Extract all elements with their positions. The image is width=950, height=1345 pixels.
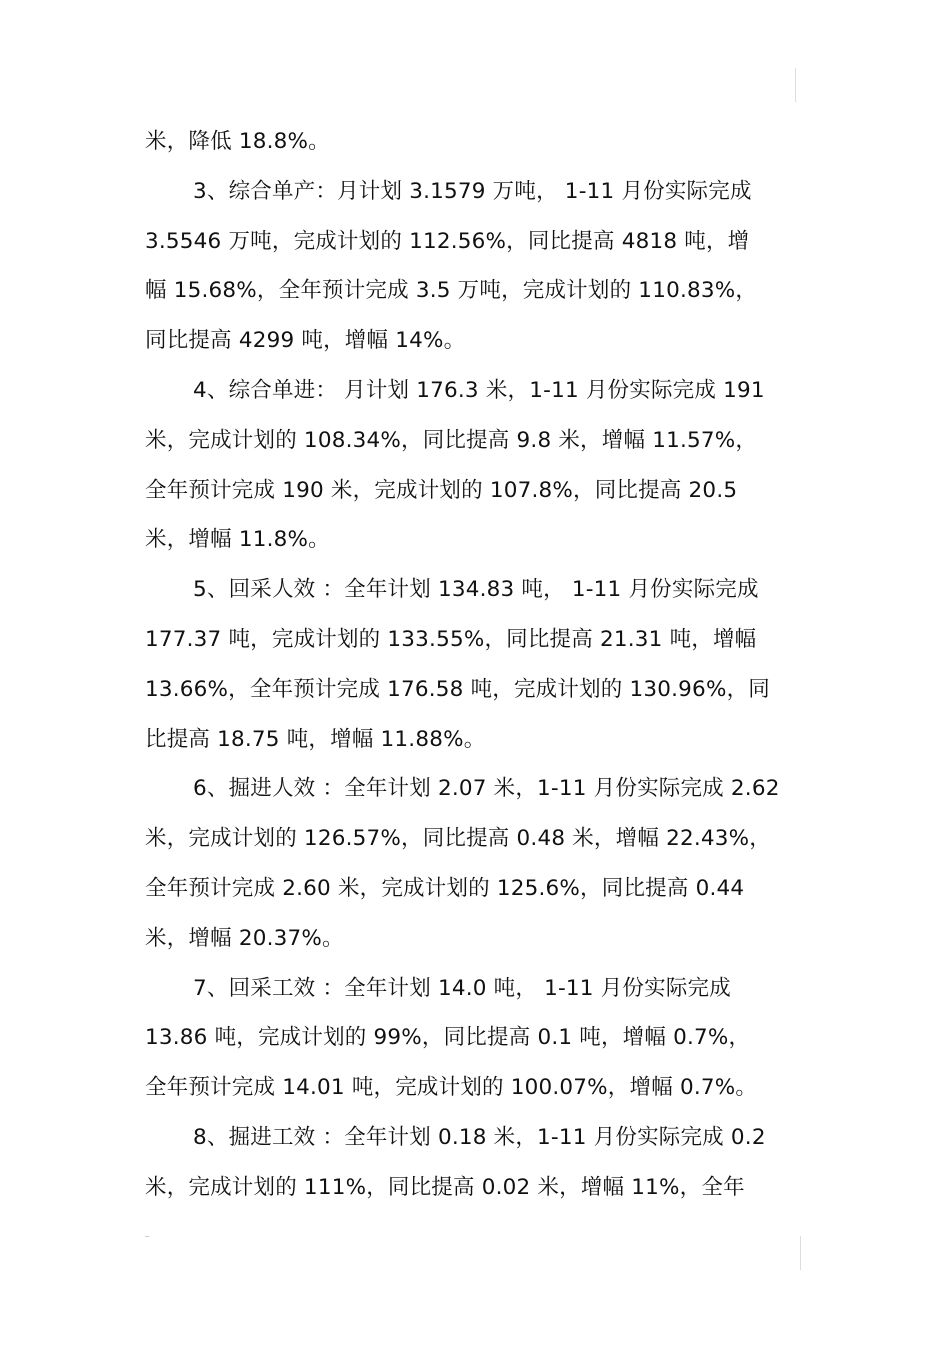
text-line: 米，增幅 20.37%。 bbox=[145, 925, 344, 951]
text-line: 177.37 吨，完成计划的 133.55%，同比提高 21.31 吨，增幅 bbox=[145, 626, 757, 652]
text-line: 13.66%，全年预计完成 176.58 吨，完成计划的 130.96%，同 bbox=[145, 676, 770, 702]
text-line: 米，完成计划的 126.57%，同比提高 0.48 米，增幅 22.43%， bbox=[145, 826, 771, 852]
text-line: 全年预计完成 190 米，完成计划的 107.8%，同比提高 20.5 bbox=[145, 477, 738, 503]
paragraph-start-line: 6、掘进人效 ：全年计划 2.07 米，1-11 月份实际完成 2.62 bbox=[193, 776, 780, 802]
page-margin-mark bbox=[145, 1236, 149, 1237]
text-line: 3.5546 万吨，完成计划的 112.56%，同比提高 4818 吨，增 bbox=[145, 228, 750, 254]
paragraph-start-line: 8、掘进工效 ：全年计划 0.18 米，1-11 月份实际完成 0.2 bbox=[193, 1124, 766, 1150]
document-body bbox=[145, 117, 805, 1213]
text-line: 米，完成计划的 111%，同比提高 0.02 米，增幅 11%，全年 bbox=[145, 1174, 745, 1200]
text-line: 13.86 吨，完成计划的 99%，同比提高 0.1 吨，增幅 0.7%， bbox=[145, 1025, 751, 1051]
paragraph-start-line: 7、回采工效 ：全年计划 14.0 吨， 1-11 月份实际完成 bbox=[193, 975, 731, 1001]
text-line: 全年预计完成 14.01 吨，完成计划的 100.07%，增幅 0.7%。 bbox=[145, 1075, 758, 1101]
paragraph-start-line: 3、综合单产：月计划 3.1579 万吨， 1-11 月份实际完成 bbox=[193, 178, 752, 204]
paragraph-start-line: 5、回采人效 ：全年计划 134.83 吨， 1-11 月份实际完成 bbox=[193, 577, 759, 603]
text-line: 幅 15.68%，全年预计完成 3.5 万吨，完成计划的 110.83%， bbox=[145, 278, 758, 304]
text-line: 米，完成计划的 108.34%，同比提高 9.8 米，增幅 11.57%， bbox=[145, 427, 758, 453]
text-line: 米，增幅 11.8%。 bbox=[145, 527, 330, 553]
page-margin-mark bbox=[795, 68, 796, 102]
text-line: 全年预计完成 2.60 米，完成计划的 125.6%，同比提高 0.44 bbox=[145, 875, 745, 901]
page-margin-mark bbox=[800, 1236, 801, 1270]
paragraph-start-line: 4、综合单进： 月计划 176.3 米，1-11 月份实际完成 191 bbox=[193, 377, 765, 403]
text-line: 米，降低 18.8%。 bbox=[145, 129, 330, 154]
text-line: 同比提高 4299 吨，增幅 14%。 bbox=[145, 328, 466, 354]
text-line: 比提高 18.75 吨，增幅 11.88%。 bbox=[145, 726, 486, 752]
